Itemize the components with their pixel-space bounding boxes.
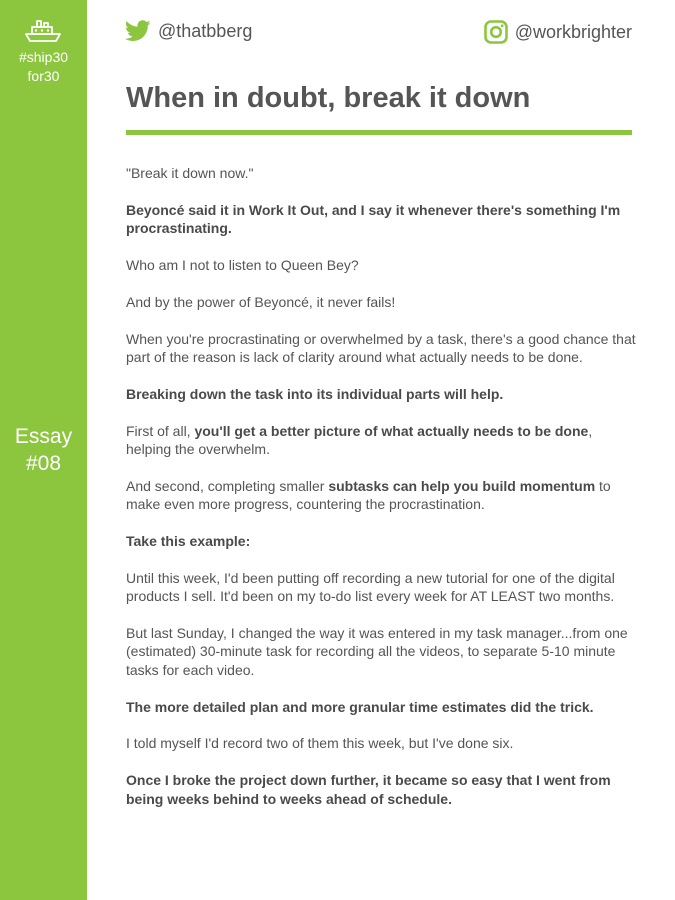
bold-text: The more detailed plan and more granular time estimates did the trick. xyxy=(126,698,594,715)
bold-text: Breaking down the task into its individual parts will help. xyxy=(126,385,504,402)
hashtag-line-1: #ship30 xyxy=(18,49,69,65)
paragraph xyxy=(126,477,636,514)
essay-label: Essay xyxy=(14,425,73,448)
sidebar xyxy=(0,0,87,900)
bold-text: Once I broke the project down further, it became so easy that I went from being weeks behind to weeks ahead of schedule. xyxy=(126,772,611,807)
paragraph-bold xyxy=(126,385,636,403)
paragraph: Who am I not to listen to Queen Bey? xyxy=(126,257,359,273)
text: to make even more progress, countering the procrastination. xyxy=(126,477,611,513)
paragraph-bold xyxy=(126,201,636,238)
text: First of all, xyxy=(126,422,195,439)
title-underline xyxy=(126,130,632,135)
paragraph-bold xyxy=(126,771,636,808)
essay-number xyxy=(0,423,87,477)
paragraph xyxy=(126,422,636,459)
paragraph: When you're procrastinating or overwhelmed by a task, there's a good chance that part of the reason is lack of clarity around what actually needs to be done. xyxy=(126,330,636,365)
hashtag-line-2: for30 xyxy=(27,68,60,84)
bold-text: Take this example: xyxy=(126,533,251,549)
paragraph: Until this week, I'd been putting off recording a new tutorial for one of the digital products I sell. It'd been on my to-do list every week for AT LEAST two months. xyxy=(126,569,615,605)
paragraph: And by the power of Beyoncé, it never fails! xyxy=(126,293,396,310)
twitter-link[interactable] xyxy=(125,20,252,42)
text: , helping the overwhelm. xyxy=(126,422,593,457)
twitter-handle: @thatbberg xyxy=(158,20,253,41)
hashtag-label xyxy=(0,48,87,86)
essay-id: #08 xyxy=(25,452,62,475)
paragraph: I told myself I'd record two of them this week, but I've done six. xyxy=(126,735,514,752)
essay-body xyxy=(126,164,636,826)
bold-text: Beyoncé said it in Work It Out, and I say it whenever there's something I'm procrastinating. xyxy=(126,201,621,237)
bold-text: you'll get a better picture of what actually needs to be done xyxy=(194,422,589,439)
paragraph: But last Sunday, I changed the way it was entered in my task manager...from one (estimated) 30-minute task for recording all the videos, to separate 5-10 minute tasks for each video. xyxy=(126,625,628,678)
paragraph: "Break it down now." xyxy=(126,165,254,181)
instagram-icon xyxy=(484,20,508,44)
twitter-icon xyxy=(125,20,151,42)
page-title: When in doubt, break it down xyxy=(126,82,531,114)
text: And second, completing smaller xyxy=(126,477,329,494)
paragraph-bold xyxy=(126,532,636,550)
instagram-handle: @workbrighter xyxy=(514,21,632,42)
instagram-link[interactable] xyxy=(484,20,632,44)
ship-icon xyxy=(24,18,62,44)
paragraph-bold xyxy=(126,698,636,716)
bold-text: subtasks can help you build momentum xyxy=(328,477,596,494)
